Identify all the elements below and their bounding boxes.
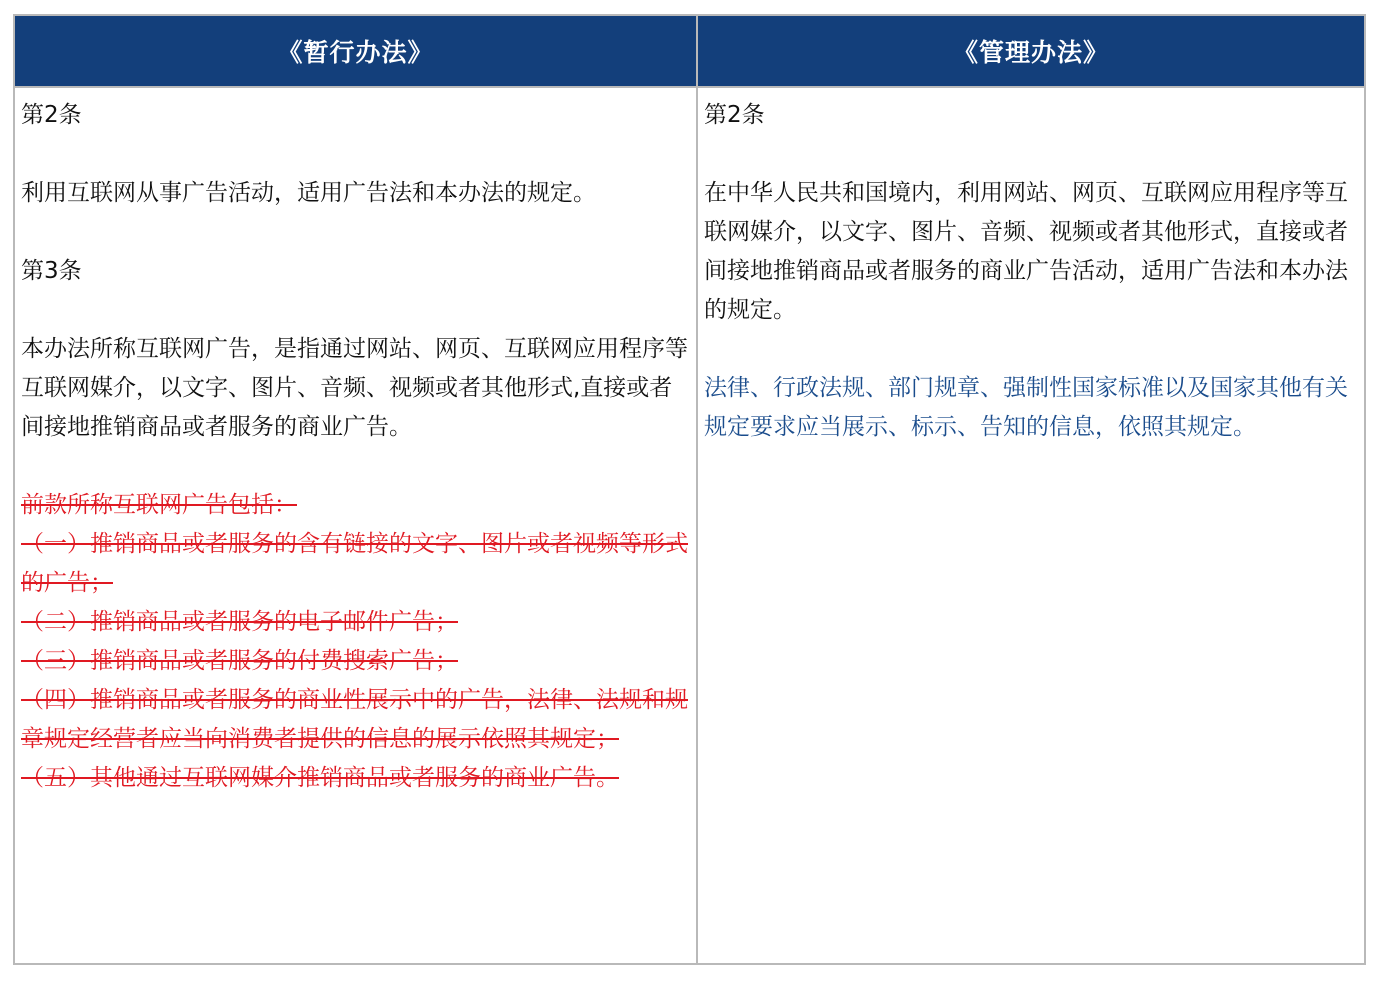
article-2-text: 利用互联网从事广告活动，适用广告法和本办法的规定。 <box>21 180 596 206</box>
deleted-clause-3: （三）推销商品或者服务的付费搜索广告； <box>21 648 458 674</box>
interim-measures-cell <box>15 86 698 963</box>
article-3-text: 本办法所称互联网广告，是指通过网站、网页、互联网应用程序等互联网媒介，以文字、图片、音频、视频或者其他形式,直接或者间接地推销商品或者服务的商业广告。 <box>21 336 688 440</box>
deleted-clause-1: （一）推销商品或者服务的含有链接的文字、图片或者视频等形式的广告； <box>21 531 688 596</box>
deleted-clause-2: （二）推销商品或者服务的电子邮件广告； <box>21 609 458 635</box>
deleted-clause-intro: 前款所称互联网广告包括： <box>21 492 297 518</box>
article-2-title: 第2条 <box>21 102 82 128</box>
management-measures-cell <box>698 86 1364 963</box>
article-2-text-new: 在中华人民共和国境内，利用网站、网页、互联网应用程序等互联网媒介，以文字、图片、音频、视频或者其他形式，直接或者间接地推销商品或者服务的商业广告活动，适用广告法和本办法的规定。 <box>704 180 1348 323</box>
article-2-title-new: 第2条 <box>704 102 765 128</box>
added-clause: 法律、行政法规、部门规章、强制性国家标准以及国家其他有关规定要求应当展示、标示、告知的信息，依照其规定。 <box>704 375 1348 440</box>
deleted-clause-4: （四）推销商品或者服务的商业性展示中的广告，法律、法规和规章规定经营者应当向消费者提供的信息的展示依照其规定； <box>21 687 688 752</box>
header-interim-measures: 《暂行办法》 <box>15 16 698 86</box>
article-3-title: 第3条 <box>21 258 82 284</box>
header-management-measures: 《管理办法》 <box>698 16 1364 86</box>
comparison-table <box>13 14 1366 965</box>
deleted-clause-5: （五）其他通过互联网媒介推销商品或者服务的商业广告。 <box>21 765 619 791</box>
